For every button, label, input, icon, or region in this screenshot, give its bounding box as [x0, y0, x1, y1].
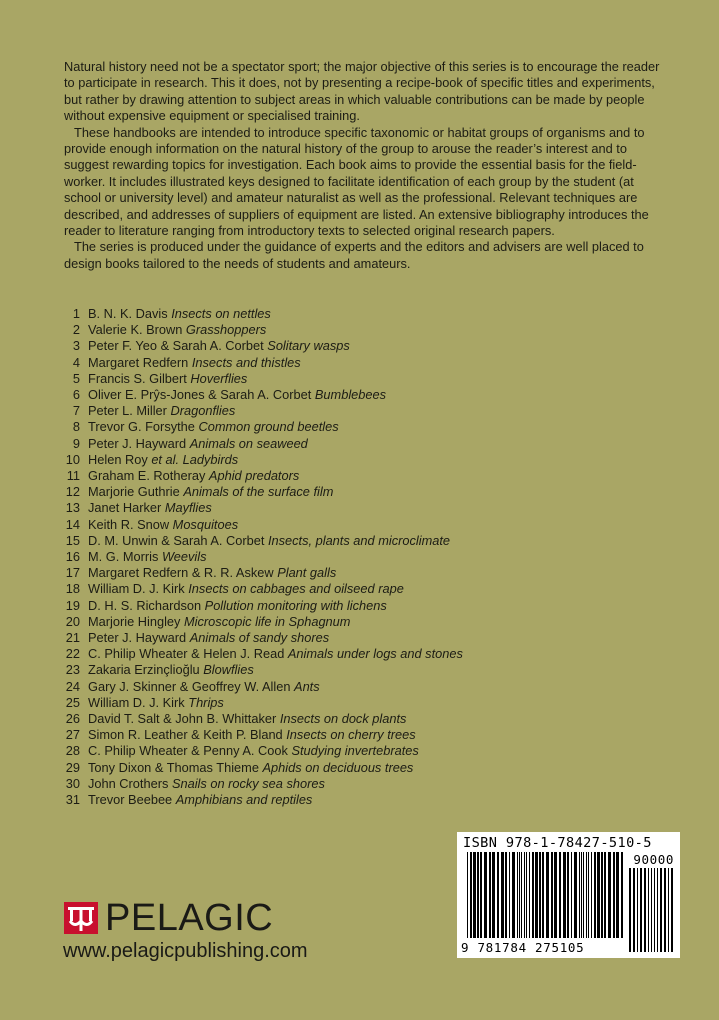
book-item	[62, 776, 622, 792]
book-number: 28	[65, 743, 80, 759]
book-number: 31	[65, 792, 80, 808]
book-title: Animals of sandy shores	[189, 630, 330, 646]
book-author: Trevor Beebee	[88, 792, 173, 808]
book-author: John Crothers	[88, 775, 169, 791]
barcode-bar	[524, 852, 525, 938]
book-item	[62, 630, 622, 646]
book-list	[62, 306, 622, 808]
book-title: Insects and thistles	[191, 354, 301, 370]
barcode-bar	[563, 852, 566, 938]
book-title: Animals on seaweed	[189, 435, 308, 451]
book-item	[62, 338, 622, 354]
barcode-bar	[601, 852, 603, 938]
series-description	[64, 59, 664, 272]
barcode-bar	[509, 852, 510, 938]
book-author: Margaret Redfern	[88, 354, 189, 370]
book-author: Helen Roy	[88, 451, 148, 467]
intro-paragraph: These handbooks are intended to introduce specific taxonomic or habitat groups of organisms and to provide enough information on the natural history of the group to arouse the reader’s interest and to suggest rewarding topics for investigation. Each book aims to provide the essential basis for the field-worker. It includes illustrated keys designed to facilitate identification of each group by the student (at school or university level) and amateur naturalist as well as the professional. Relevant techniques are described, and addresses of suppliers of equipment are listed. An extensive bibliography introduces the reader to literature ranging from introductory texts to selected original research papers.	[64, 124, 649, 239]
book-title: Grasshoppers	[185, 322, 267, 338]
book-item	[62, 419, 622, 435]
book-item	[62, 484, 622, 500]
book-title: Weevils	[161, 549, 207, 565]
barcode-bar	[497, 852, 499, 938]
book-item	[62, 322, 622, 338]
barcode-bar	[539, 852, 541, 938]
barcode-bar	[567, 852, 569, 938]
book-title: Thrips	[188, 694, 224, 710]
book-title: Animals under logs and stones	[287, 646, 463, 662]
book-author: C. Philip Wheater & Penny A. Cook	[88, 743, 288, 759]
publisher-logo	[64, 898, 273, 938]
book-title: Ants	[294, 678, 320, 694]
barcode-bar	[470, 852, 472, 938]
book-number: 23	[65, 662, 80, 678]
book-title: Solitary wasps	[267, 338, 350, 354]
barcode-bar	[651, 868, 652, 952]
barcode-bar	[559, 852, 561, 938]
book-item	[62, 549, 622, 565]
book-author: Trevor G. Forsythe	[88, 419, 195, 435]
barcode-bar	[613, 852, 615, 938]
isbn-barcode	[457, 832, 680, 958]
book-number: 27	[65, 727, 80, 743]
barcode-bar	[591, 852, 592, 938]
book-number: 17	[65, 565, 80, 581]
barcode-bar	[574, 852, 577, 938]
barcode-bar	[664, 868, 666, 952]
book-number: 11	[66, 468, 80, 484]
barcode-bar	[637, 868, 638, 952]
book-author: M. G. Morris	[88, 549, 159, 565]
book-item	[62, 646, 622, 662]
book-number: 21	[65, 630, 80, 646]
book-number: 18	[65, 581, 80, 597]
book-author: Marjorie Hingley	[88, 613, 181, 629]
book-item	[62, 387, 622, 403]
barcode-bar	[535, 852, 538, 938]
book-author: Valerie K. Brown	[88, 322, 183, 338]
barcode-bar	[654, 868, 655, 952]
book-title: Microscopic life in Sphagnum	[184, 613, 351, 629]
book-item	[62, 306, 622, 322]
book-number: 12	[65, 484, 80, 500]
barcode-bar	[554, 852, 557, 938]
barcode-bar	[586, 852, 587, 938]
barcode-bar	[571, 852, 572, 938]
book-title: Snails on rocky sea shores	[171, 775, 325, 791]
book-item	[62, 468, 622, 484]
book-author: Peter J. Hayward	[88, 630, 187, 646]
book-author: Keith R. Snow	[88, 516, 170, 532]
book-number: 5	[72, 370, 80, 386]
barcode-bar	[608, 852, 611, 938]
barcode-bar	[517, 852, 518, 938]
book-item	[62, 598, 622, 614]
book-title: Mayflies	[164, 500, 212, 516]
barcode-bar	[668, 868, 669, 952]
book-number: 14	[65, 516, 80, 532]
book-title: Amphibians and reptiles	[175, 792, 313, 808]
barcode-bar	[629, 868, 631, 952]
book-item	[62, 581, 622, 597]
book-author: C. Philip Wheater & Helen J. Read	[88, 646, 285, 662]
barcode-bar	[505, 852, 507, 938]
barcode-bar	[657, 868, 658, 952]
price-addon-number: 90000	[633, 852, 674, 867]
barcode-bar	[484, 852, 487, 938]
barcode-bar	[621, 852, 623, 938]
book-title: et al. Ladybirds	[151, 451, 239, 467]
book-item	[62, 403, 622, 419]
book-author: Marjorie Guthrie	[88, 484, 180, 500]
barcode-bar	[519, 852, 520, 938]
publisher-website: www.pelagicpublishing.com	[63, 940, 308, 962]
book-number: 24	[65, 678, 80, 694]
book-item	[62, 371, 622, 387]
barcode-bar	[546, 852, 549, 938]
book-number: 3	[72, 338, 80, 354]
book-title: Dragonflies	[170, 403, 236, 419]
barcode-bar	[532, 852, 534, 938]
book-title: Common ground beetles	[198, 419, 339, 435]
book-number: 30	[65, 775, 80, 791]
intro-paragraph: Natural history need not be a spectator sport; the major objective of this series is to encourage the reader to participate in research. This it does, not by presenting a recipe-book of specific titles and experiments, but rather by drawing attention to subject areas in which valuable contributions can be made by people without expensive equipment or specialised training.	[64, 59, 660, 124]
barcode-bar	[480, 852, 482, 938]
book-title: Aphid predators	[208, 468, 300, 484]
book-author: D. M. Unwin & Sarah A. Corbet	[88, 532, 265, 548]
barcode-bar	[512, 852, 515, 938]
book-author: Graham E. Rotheray	[88, 468, 206, 484]
barcode-bar	[521, 852, 522, 938]
book-item	[62, 533, 622, 549]
barcode-bar	[489, 852, 491, 938]
book-author: William D. J. Kirk	[88, 694, 185, 710]
barcode-bar	[640, 868, 642, 952]
barcode-bar	[633, 868, 635, 952]
book-number: 29	[65, 759, 80, 775]
book-title: Bumblebees	[314, 387, 387, 403]
barcode-bar	[648, 868, 649, 952]
book-author: Janet Harker	[88, 500, 162, 516]
book-title: Insects on nettles	[171, 306, 271, 321]
barcode-bar	[604, 852, 606, 938]
book-number: 7	[72, 403, 80, 419]
book-number: 10	[65, 451, 80, 467]
barcode-bar	[529, 852, 530, 938]
book-title: Insects on cabbages and oilseed rape	[188, 581, 404, 597]
book-author: Margaret Redfern & R. R. Askew	[88, 565, 274, 581]
book-title: Pollution monitoring with lichens	[204, 597, 387, 613]
book-number: 20	[65, 613, 80, 629]
book-number: 9	[72, 435, 80, 451]
barcode-bar	[581, 852, 582, 938]
book-author: Peter J. Hayward	[88, 435, 187, 451]
book-number: 26	[65, 711, 80, 727]
book-item	[62, 727, 622, 743]
book-title: Insects, plants and microclimate	[267, 532, 451, 548]
book-title: Studying invertebrates	[291, 743, 419, 759]
book-item	[62, 711, 622, 727]
book-title: Insects on cherry trees	[286, 727, 416, 743]
book-number: 22	[65, 646, 80, 662]
barcode-bar	[473, 852, 476, 938]
barcode-bar	[671, 868, 673, 952]
barcode-bar	[467, 852, 468, 938]
book-item	[62, 743, 622, 759]
barcode-bar	[594, 852, 596, 938]
book-title: Aphids on deciduous trees	[262, 759, 414, 775]
book-number: 4	[72, 354, 80, 370]
barcode-bar	[644, 868, 646, 952]
book-number: 13	[65, 500, 80, 516]
book-item	[62, 517, 622, 533]
book-author: B. N. K. Davis	[88, 306, 168, 321]
book-author: Simon R. Leather & Keith P. Bland	[88, 727, 283, 743]
barcode-bar	[492, 852, 495, 938]
book-item	[62, 436, 622, 452]
barcode-bar	[583, 852, 584, 938]
barcode-bar	[588, 852, 589, 938]
book-author: Francis S. Gilbert	[88, 370, 187, 386]
book-author: Gary J. Skinner & Geoffrey W. Allen	[88, 678, 291, 694]
barcode-bar	[597, 852, 600, 938]
book-item	[62, 760, 622, 776]
book-item	[62, 355, 622, 371]
book-title: Hoverflies	[190, 370, 248, 386]
barcode-bar	[579, 852, 580, 938]
barcode-bar	[551, 852, 553, 938]
barcode-bar	[526, 852, 527, 938]
book-author: D. H. S. Richardson	[88, 597, 202, 613]
book-item	[62, 695, 622, 711]
book-number: 1	[72, 306, 80, 321]
barcode-bar	[660, 868, 662, 952]
intro-paragraph: The series is produced under the guidance of experts and the editors and advisers are well placed to design books tailored to the needs of students and amateurs.	[64, 239, 644, 271]
book-number: 8	[72, 419, 80, 435]
book-author: Tony Dixon & Thomas Thieme	[88, 759, 259, 775]
book-title: Plant galls	[277, 565, 337, 581]
isbn-label: ISBN 978-1-78427-510-5	[463, 835, 652, 851]
book-item	[62, 662, 622, 678]
book-author: Peter F. Yeo & Sarah A. Corbet	[88, 338, 264, 354]
barcode-digits: 9 781784 275105	[461, 940, 585, 955]
book-author: William D. J. Kirk	[88, 581, 185, 597]
book-item	[62, 565, 622, 581]
book-number: 19	[65, 597, 80, 613]
book-item	[62, 452, 622, 468]
book-title: Animals of the surface film	[183, 484, 334, 500]
publisher-name: PELAGIC	[105, 897, 274, 939]
book-number: 16	[65, 549, 80, 565]
book-number: 2	[72, 322, 80, 338]
book-title: Blowflies	[203, 662, 254, 678]
book-item	[62, 792, 622, 808]
pelagic-logo-icon	[64, 902, 98, 934]
book-author: Oliver E. Prŷs-Jones & Sarah A. Corbet	[88, 387, 312, 403]
book-item	[62, 679, 622, 695]
book-item	[62, 614, 622, 630]
book-title: Mosquitoes	[172, 516, 239, 532]
barcode-bar	[477, 852, 479, 938]
barcode-bar	[501, 852, 504, 938]
book-item	[62, 500, 622, 516]
book-title: Insects on dock plants	[279, 711, 407, 727]
book-number: 6	[72, 387, 80, 403]
barcode-bar	[616, 852, 619, 938]
book-author: Zakaria Erzinçlioğlu	[88, 662, 200, 678]
book-author: David T. Salt & John B. Whittaker	[88, 711, 277, 727]
book-number: 15	[65, 532, 80, 548]
book-number: 25	[65, 694, 80, 710]
barcode-bar	[542, 852, 544, 938]
book-author: Peter L. Miller	[88, 403, 167, 419]
